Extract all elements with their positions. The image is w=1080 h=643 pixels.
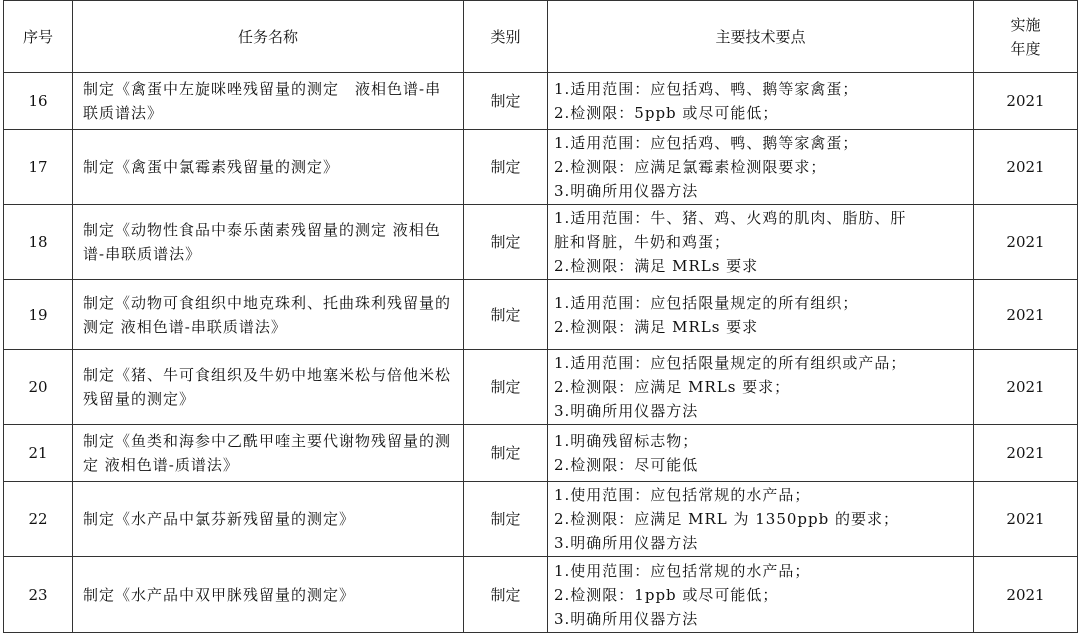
tech-point-line: 2.检测限：5ppb 或尽可能低；	[554, 104, 779, 122]
tech-points	[548, 280, 974, 350]
table-row	[4, 130, 1078, 205]
table-row	[4, 482, 1078, 557]
task-type: 制定	[464, 73, 548, 130]
table-row	[4, 557, 1078, 633]
tech-points	[548, 73, 974, 130]
row-number: 20	[4, 350, 73, 425]
tech-points	[548, 205, 974, 280]
implementation-year: 2021	[974, 205, 1078, 280]
tech-points	[548, 130, 974, 205]
tech-point-line: 3.明确所用仪器方法	[554, 609, 699, 628]
task-name: 制定《鱼类和海参中乙酰甲喹主要代谢物残留量的测定 液相色谱-质谱法》	[73, 425, 464, 482]
task-name: 制定《水产品中氯芬新残留量的测定》	[73, 482, 464, 557]
task-name: 制定《动物性食品中泰乐菌素残留量的测定 液相色谱-串联质谱法》	[73, 205, 464, 280]
tech-points	[548, 557, 974, 633]
task-type: 制定	[464, 280, 548, 350]
tech-points	[548, 350, 974, 425]
implementation-year: 2021	[974, 73, 1078, 130]
tech-points	[548, 482, 974, 557]
header-type: 类别	[464, 1, 548, 73]
tech-point-line: 1.适用范围：应包括鸡、鸭、鹅等家禽蛋；	[554, 80, 859, 98]
tech-point-line: 1.适用范围：牛、猪、鸡、火鸡的肌肉、脂肪、肝	[554, 209, 907, 227]
table-row	[4, 73, 1078, 130]
header-points: 主要技术要点	[548, 1, 974, 73]
task-name: 制定《禽蛋中左旋咪唑残留量的测定 液相色谱-串联质谱法》	[73, 73, 464, 130]
row-number: 23	[4, 557, 73, 633]
row-number: 21	[4, 425, 73, 482]
tech-point-line: 2.检测限：1ppb 或尽可能低；	[554, 585, 779, 604]
task-type: 制定	[464, 425, 548, 482]
tech-point-line: 2.检测限：应满足氯霉素检测限要求；	[554, 158, 827, 176]
tech-point-line: 2.检测限：尽可能低	[554, 456, 699, 474]
task-type: 制定	[464, 130, 548, 205]
tech-point-line: 3.明确所用仪器方法	[554, 182, 699, 200]
task-name: 制定《水产品中双甲脒残留量的测定》	[73, 557, 464, 633]
task-type: 制定	[464, 557, 548, 633]
header-task: 任务名称	[73, 1, 464, 73]
task-type: 制定	[464, 482, 548, 557]
implementation-year: 2021	[974, 482, 1078, 557]
table-row	[4, 350, 1078, 425]
tech-point-line: 1.明确残留标志物；	[554, 432, 699, 450]
implementation-year: 2021	[974, 350, 1078, 425]
task-type: 制定	[464, 205, 548, 280]
row-number: 16	[4, 73, 73, 130]
row-number: 17	[4, 130, 73, 205]
task-type: 制定	[464, 350, 548, 425]
table-row	[4, 425, 1078, 482]
task-name: 制定《禽蛋中氯霉素残留量的测定》	[73, 130, 464, 205]
tech-point-line: 2.检测限：应满足 MRLs 要求；	[554, 378, 791, 396]
tech-point-line: 1.适用范围：应包括限量规定的所有组织；	[554, 293, 859, 312]
tech-points	[548, 425, 974, 482]
task-name: 制定《动物可食组织中地克珠利、托曲珠利残留量的测定 液相色谱-串联质谱法》	[73, 280, 464, 350]
tech-point-line: 脏和肾脏，牛奶和鸡蛋；	[554, 233, 731, 251]
tech-point-line: 2.检测限：满足 MRLs 要求	[554, 317, 759, 336]
tech-point-line: 2.检测限：应满足 MRL 为 1350ppb 的要求；	[554, 510, 899, 528]
task-name: 制定《猪、牛可食组织及牛奶中地塞米松与倍他米松残留量的测定》	[73, 350, 464, 425]
tech-point-line: 1.适用范围：应包括限量规定的所有组织或产品；	[554, 354, 907, 372]
task-table	[3, 0, 1078, 633]
tech-point-line: 2.检测限：满足 MRLs 要求	[554, 257, 759, 275]
header-row	[4, 1, 1078, 73]
tech-point-line: 3.明确所用仪器方法	[554, 534, 699, 552]
row-number: 19	[4, 280, 73, 350]
implementation-year: 2021	[974, 130, 1078, 205]
row-number: 18	[4, 205, 73, 280]
tech-point-line: 1.使用范围：应包括常规的水产品；	[554, 486, 811, 504]
tech-point-line: 1.使用范围：应包括常规的水产品；	[554, 561, 811, 580]
table-row	[4, 205, 1078, 280]
header-year	[974, 1, 1078, 73]
tech-point-line: 3.明确所用仪器方法	[554, 402, 699, 420]
table-row	[4, 280, 1078, 350]
tech-point-line: 1.适用范围：应包括鸡、鸭、鹅等家禽蛋；	[554, 134, 859, 152]
row-number: 22	[4, 482, 73, 557]
implementation-year: 2021	[974, 557, 1078, 633]
header-year-line1: 实施	[1010, 15, 1041, 34]
implementation-year: 2021	[974, 425, 1078, 482]
header-year-line2: 年度	[1010, 39, 1041, 58]
header-no: 序号	[4, 1, 73, 73]
implementation-year: 2021	[974, 280, 1078, 350]
